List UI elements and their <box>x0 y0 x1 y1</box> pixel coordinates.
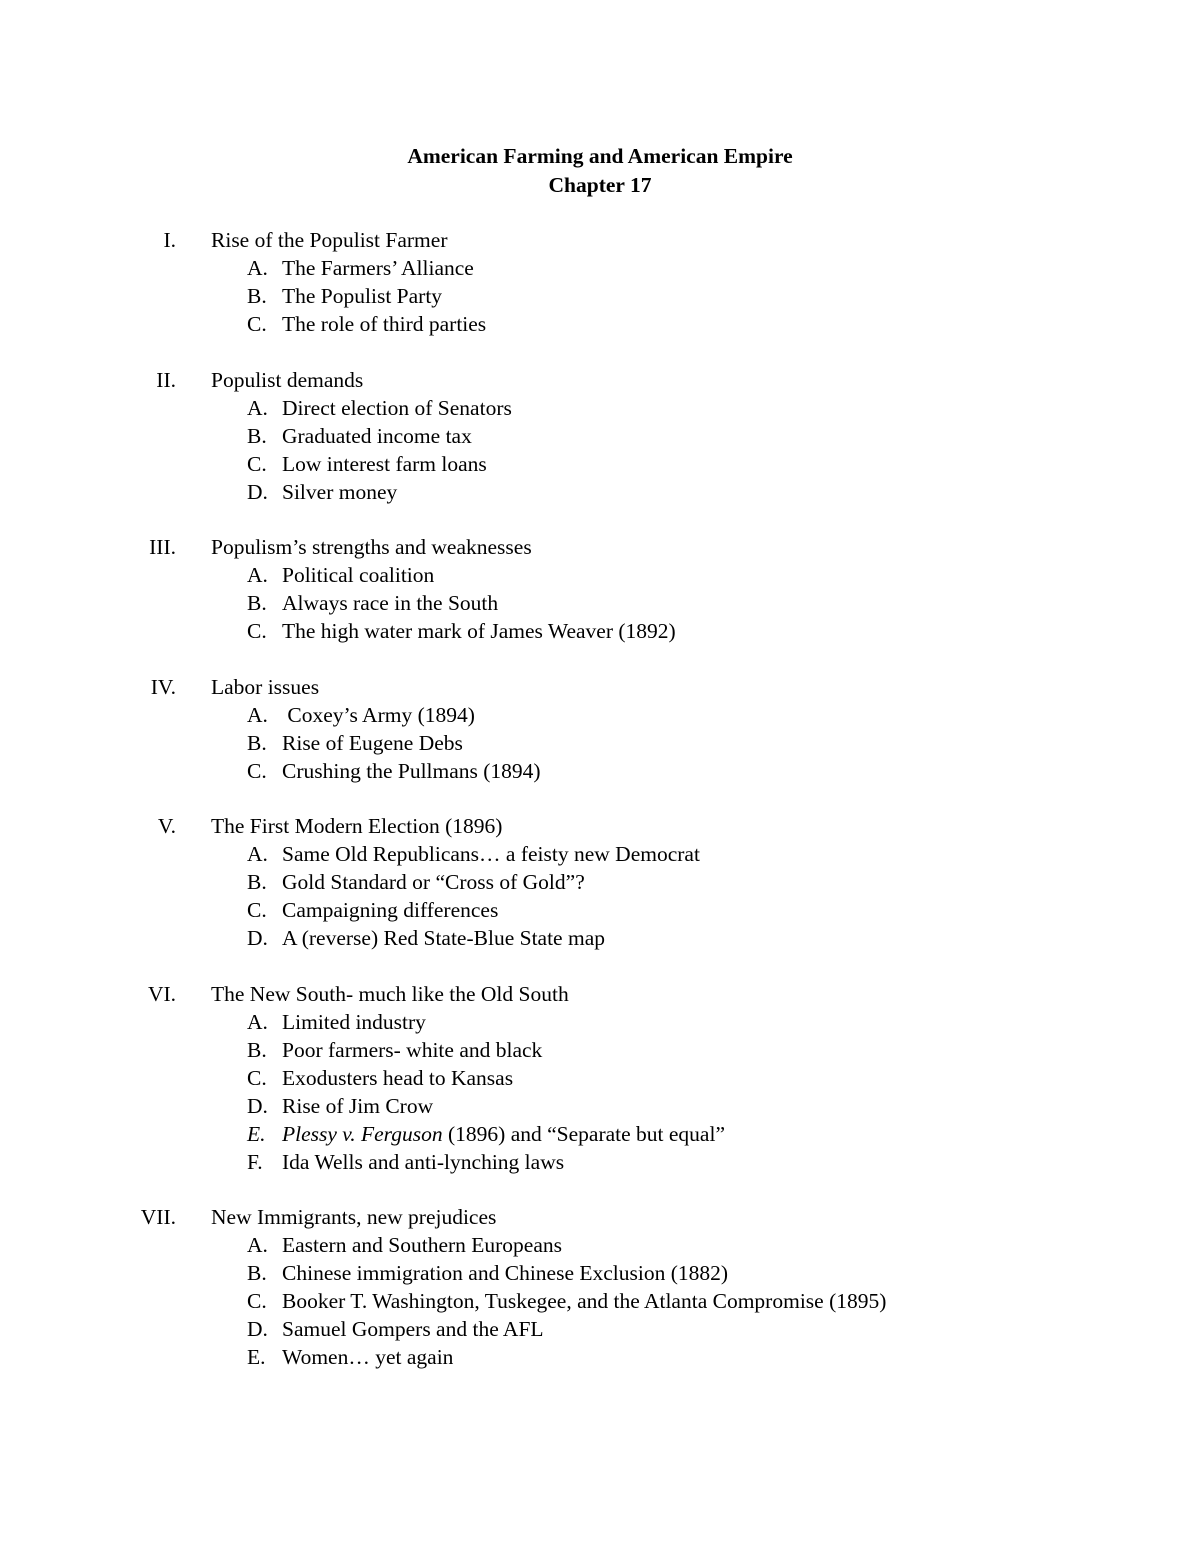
outline-section <box>0 673 1200 785</box>
outline-item <box>0 394 1200 422</box>
item-letter: D. <box>247 1093 268 1118</box>
outline-item <box>0 1148 1200 1176</box>
item-letter: E. <box>247 1345 266 1369</box>
outline-section <box>0 1203 1200 1371</box>
item-letter: A. <box>247 702 268 727</box>
item-text: The high water mark of James Weaver (1892) <box>282 619 676 643</box>
item-text-container <box>282 1287 886 1315</box>
outline-item <box>0 1008 1200 1036</box>
section-numeral: III. <box>149 535 176 559</box>
item-text: Limited industry <box>282 1009 426 1034</box>
item-letter: B. <box>247 870 267 894</box>
item-text: Booker T. Washington, Tuskegee, and the Atlanta Compromise (1895) <box>282 1289 887 1313</box>
item-letter: A. <box>247 395 268 420</box>
item-text-container <box>282 617 676 645</box>
item-text-container <box>282 254 474 282</box>
item-text-container <box>282 394 512 422</box>
item-text: The Populist Party <box>282 284 443 308</box>
outline-item <box>0 868 1200 896</box>
item-letter: C. <box>247 1289 267 1313</box>
item-text: A (reverse) Red State-Blue State map <box>282 926 605 950</box>
item-text: Direct election of Senators <box>282 395 512 420</box>
outline-item <box>0 1343 1200 1371</box>
item-text: (1896) and “Separate but equal” <box>442 1121 725 1146</box>
outline-item <box>0 282 1200 310</box>
item-text-container <box>282 701 475 729</box>
item-text-container <box>282 561 434 589</box>
section-numeral: IV. <box>150 674 176 699</box>
item-letter: C. <box>247 898 267 922</box>
section-heading: New Immigrants, new prejudices <box>211 1205 497 1229</box>
item-letter: A. <box>247 256 268 280</box>
item-text-container <box>282 1008 426 1036</box>
item-letter: C. <box>247 451 267 476</box>
section-heading: Populism’s strengths and weaknesses <box>211 535 532 559</box>
item-letter: B. <box>247 1037 267 1062</box>
item-text-container <box>282 1036 542 1064</box>
item-letter: D. <box>247 1317 268 1341</box>
item-letter: B. <box>247 1261 267 1285</box>
section-heading-row <box>0 226 1200 254</box>
section-numeral: VII. <box>140 1205 176 1229</box>
section-numeral: VI. <box>147 981 176 1006</box>
outline-item <box>0 1259 1200 1287</box>
item-letter: C. <box>247 1065 267 1090</box>
outline-item <box>0 840 1200 868</box>
item-text: Ida Wells and anti-lynching laws <box>282 1149 565 1174</box>
item-text-container <box>282 868 585 896</box>
item-text-container <box>282 1092 433 1120</box>
item-letter: C. <box>247 312 267 336</box>
item-text: Gold Standard or “Cross of Gold”? <box>282 870 585 894</box>
item-letter: A. <box>247 1009 268 1034</box>
item-text-container <box>282 1315 544 1343</box>
section-heading: Populist demands <box>211 367 364 392</box>
outline-item <box>0 757 1200 785</box>
outline <box>0 226 1200 1399</box>
document-title: American Farming and American Empire <box>407 144 793 168</box>
outline-item <box>0 589 1200 617</box>
item-letter: D. <box>247 926 268 950</box>
item-text-container <box>282 450 487 478</box>
item-text-container <box>282 1064 513 1092</box>
section-numeral: II. <box>156 367 176 392</box>
outline-section <box>0 226 1200 338</box>
outline-item <box>0 561 1200 589</box>
item-text-container <box>282 282 442 310</box>
outline-item <box>0 478 1200 506</box>
item-text: Always race in the South <box>282 591 499 615</box>
item-letter: A. <box>247 842 268 866</box>
section-heading-row <box>0 980 1200 1008</box>
outline-item <box>0 924 1200 952</box>
item-text: The role of third parties <box>282 312 487 336</box>
outline-item <box>0 450 1200 478</box>
outline-section <box>0 533 1200 645</box>
item-text: Rise of Jim Crow <box>282 1093 434 1118</box>
section-numeral: V. <box>157 814 176 838</box>
item-text: Same Old Republicans… a feisty new Democrat <box>282 842 700 866</box>
item-letter: D. <box>247 479 268 504</box>
outline-item <box>0 1036 1200 1064</box>
section-heading: The New South- much like the Old South <box>211 981 569 1006</box>
item-text-container <box>282 1259 728 1287</box>
item-text: Exodusters head to Kansas <box>282 1065 514 1090</box>
section-heading-row <box>0 812 1200 840</box>
item-text: Silver money <box>282 479 398 504</box>
item-text-container <box>282 1343 453 1371</box>
section-heading-row <box>0 366 1200 394</box>
item-text-container <box>282 896 498 924</box>
section-heading: Labor issues <box>211 674 320 699</box>
item-text-container <box>282 729 463 757</box>
outline-item <box>0 1092 1200 1120</box>
item-letter: B. <box>247 730 267 755</box>
item-text-container <box>282 1120 725 1148</box>
item-text: Poor farmers- white and black <box>282 1037 543 1062</box>
item-letter: A. <box>247 563 268 587</box>
outline-item <box>0 1064 1200 1092</box>
item-text: The Farmers’ Alliance <box>282 256 474 280</box>
item-text: Rise of Eugene Debs <box>282 730 463 755</box>
outline-item <box>0 422 1200 450</box>
item-text: Graduated income tax <box>282 423 472 448</box>
item-text: Women… yet again <box>282 1345 454 1369</box>
document-subtitle: Chapter 17 <box>548 173 652 197</box>
item-text-container <box>282 1231 562 1259</box>
item-letter: C. <box>247 619 267 643</box>
item-letter: B. <box>247 591 267 615</box>
item-text-container <box>282 310 486 338</box>
outline-item <box>0 310 1200 338</box>
item-letter: B. <box>247 423 267 448</box>
outline-item <box>0 1120 1200 1148</box>
item-text-container <box>282 589 498 617</box>
section-numeral: I. <box>163 228 176 252</box>
item-text: Crushing the Pullmans (1894) <box>282 758 541 783</box>
section-heading: Rise of the Populist Farmer <box>211 228 448 252</box>
item-text: Low interest farm loans <box>282 451 487 476</box>
item-letter: C. <box>247 758 267 783</box>
section-heading-row <box>0 533 1200 561</box>
section-heading-row <box>0 673 1200 701</box>
item-letter: A. <box>247 1233 268 1257</box>
item-letter: F. <box>247 1149 263 1174</box>
section-heading-row <box>0 1203 1200 1231</box>
outline-item <box>0 896 1200 924</box>
item-text-container <box>282 840 700 868</box>
title-block <box>0 142 1200 200</box>
item-text: Samuel Gompers and the AFL <box>282 1317 544 1341</box>
section-heading: The First Modern Election (1896) <box>211 814 503 838</box>
outline-item <box>0 1315 1200 1343</box>
outline-item <box>0 617 1200 645</box>
item-text-container <box>282 1148 564 1176</box>
item-text-container <box>282 478 397 506</box>
outline-item <box>0 729 1200 757</box>
item-text-container <box>282 924 605 952</box>
item-text: Coxey’s Army (1894) <box>282 702 475 727</box>
item-letter: B. <box>247 284 267 308</box>
outline-item <box>0 254 1200 282</box>
item-letter: E. <box>247 1121 266 1146</box>
item-text: Eastern and Southern Europeans <box>282 1233 563 1257</box>
outline-item <box>0 701 1200 729</box>
item-text-container <box>282 757 541 785</box>
item-text-container <box>282 422 472 450</box>
item-text: Chinese immigration and Chinese Exclusion (1882) <box>282 1261 729 1285</box>
outline-section <box>0 812 1200 952</box>
outline-item <box>0 1231 1200 1259</box>
item-text: Campaigning differences <box>282 898 499 922</box>
outline-section <box>0 980 1200 1176</box>
item-text-italic: Plessy v. Ferguson <box>282 1121 443 1146</box>
outline-item <box>0 1287 1200 1315</box>
outline-section <box>0 366 1200 506</box>
item-text: Political coalition <box>282 563 435 587</box>
